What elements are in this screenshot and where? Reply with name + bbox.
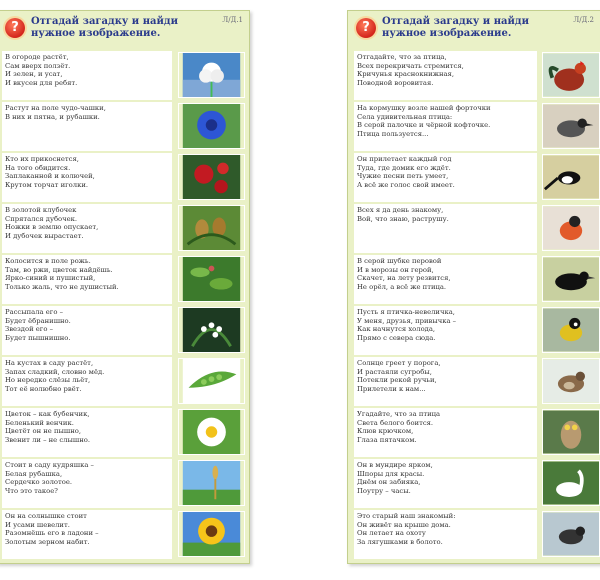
sunflower-icon <box>178 511 245 557</box>
riddle-text: Рассыпала его – Будет ёбранишно. Звездой его – Будет пышнишно. <box>2 306 172 355</box>
riddle-text: Угадайте, что за птица Света белого боится. Клюв крючком, Глаза пятачком. <box>354 408 537 457</box>
crow-icon <box>542 103 600 149</box>
raven-icon <box>542 256 600 302</box>
riddle-text: Он на солнышке стоит И усами шевелит. Разомнёшь его в ладони – Золотым зерном набит. <box>2 510 172 559</box>
riddle-row <box>348 510 600 560</box>
riddle-card-plants <box>0 10 250 564</box>
card-header <box>0 11 249 49</box>
riddle-row <box>0 306 249 356</box>
riddle-text: В серой шубке перовой И в морозы он герой, Скачет, на лету резвится, Не орёл, а всё же птица. <box>354 255 537 304</box>
riddle-row <box>0 357 249 407</box>
riddle-row <box>0 51 249 101</box>
lily-of-valley-icon <box>178 307 245 353</box>
sparrow-icon <box>542 358 600 404</box>
riddle-text: На кормушку возле нашей форточки Села удивительная птица: В серой палочке и чёрной кофточке. Птица пользуется... <box>354 102 537 151</box>
rooster-icon <box>542 52 600 98</box>
acorn-icon <box>178 205 245 251</box>
magpie-icon <box>542 154 600 200</box>
riddle-text: Это старый наш знакомый: Он живёт на крыше дома. Он летает на охоту За лягушками в болото. <box>354 510 537 559</box>
riddle-row <box>0 408 249 458</box>
riddle-text: Отгадайте, что за птица, Всех перекричать стремится, Кричунья краснокнижная, Поводной воровитая. <box>354 51 537 100</box>
question-icon: ? <box>5 18 25 38</box>
daisy-icon <box>178 409 245 455</box>
question-icon: ? <box>356 18 376 38</box>
riddle-text: В огороде растёт, Сам вверх ползёт. И зелен, и усат, И вкусен для ребят. <box>2 51 172 100</box>
riddle-text: Растут на поле чудо-чашки, В них и пятна, и рубашки. <box>2 102 172 151</box>
riddle-text: Он прилетает каждый год Туда, где домик его ждёт. Чужие песни петь умеет, А всё же голос свой имеет. <box>354 153 537 202</box>
bullfinch-icon <box>542 205 600 251</box>
riddle-row <box>0 459 249 509</box>
riddle-row <box>348 102 600 152</box>
riddle-text: Цветок – как бубенчик, Беленький венчик. Цветёт он не пышно, Звенит ли – не слышно. <box>2 408 172 457</box>
riddle-row <box>348 153 600 203</box>
riddle-row <box>348 306 600 356</box>
card-title: Отгадай загадку и найди нужное изображение. <box>382 16 529 39</box>
riddle-row <box>0 153 249 203</box>
riddle-text: На кустах в саду растёт, Запах сладкий, словно мёд. Но нередко слёзы льёт, Тот её нолюбно рвёт. <box>2 357 172 406</box>
riddle-text: Стоит в саду кудряшка – Белая рубашка, Сердечко золотое. Что это такое? <box>2 459 172 508</box>
riddle-row <box>0 255 249 305</box>
page-label: Л/Д.2 <box>573 16 594 24</box>
riddle-row <box>0 102 249 152</box>
swan-icon <box>542 460 600 506</box>
riddle-text: В золотой клубочек Спрятался дубочек. Ножки в землю опускает, И дубочек вырастает. <box>2 204 172 253</box>
riddle-text: Солнце греет у порога, И растаяли сугробы, Потекли рекой ручьи, Прилетели к нам... <box>354 357 537 406</box>
riddle-text: Всех я да день знакому, Вой, что знаю, раструшу. <box>354 204 537 253</box>
riddle-row <box>0 204 249 254</box>
titmouse-icon <box>542 307 600 353</box>
riddle-card-birds <box>347 10 600 564</box>
riddle-row <box>348 255 600 305</box>
green-plant-icon <box>178 256 245 302</box>
blackbird-icon <box>542 511 600 557</box>
riddle-row <box>0 510 249 560</box>
riddle-text: Пусть я птичка-невеличка, У меня, друзья, привычка – Как начнутся холода, Прямо с севера сюда. <box>354 306 537 355</box>
wheat-field-icon <box>178 460 245 506</box>
owl-icon <box>542 409 600 455</box>
riddle-text: Кто их прикоснется, На того обидится. Заплаканной и колючей, Крутом торчат иголки. <box>2 153 172 202</box>
riddle-row <box>348 408 600 458</box>
riddle-row <box>348 204 600 254</box>
card-header <box>348 11 600 49</box>
riddle-text: Колосится в поле рожь. Там, во ржи, цветок найдёшь. Ярко-синий и пушистый, Только жаль, что не душистый. <box>2 255 172 304</box>
rose-icon <box>178 154 245 200</box>
riddle-row <box>348 51 600 101</box>
cotton-flower-icon <box>178 52 245 98</box>
riddle-text: Он в мундире ярком, Шпоры для красы. Днём он забияка, Поутру – часы. <box>354 459 537 508</box>
card-title: Отгадай загадку и найди нужное изображение. <box>31 16 178 39</box>
cornflower-icon <box>178 103 245 149</box>
riddle-row <box>348 459 600 509</box>
pea-pod-icon <box>178 358 245 404</box>
riddle-row <box>348 357 600 407</box>
page-label: Л/Д.1 <box>222 16 243 24</box>
